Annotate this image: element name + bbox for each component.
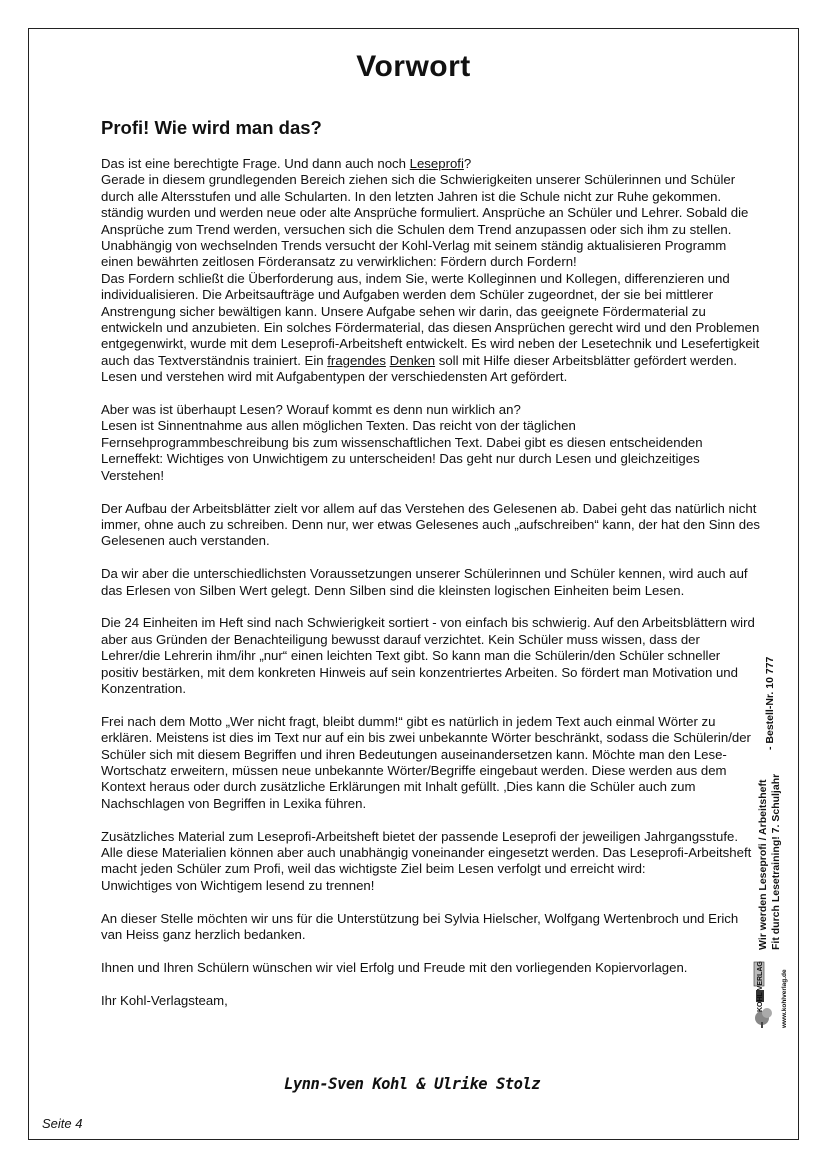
section-subtitle: Profi! Wie wird man das? xyxy=(101,117,322,138)
paragraph-dank: An dieser Stelle möchten wir uns für die Unterstützung bei Sylvia Hielscher, Wolfgang Wertenbroch und Erich van Heiss ganz herzlich bedanken. xyxy=(101,910,739,942)
page-number: Seite 4 xyxy=(42,1116,83,1131)
sidebar-title-line: Wir werden Leseprofi / Arbeitsheft xyxy=(757,779,769,950)
paragraph-silben: Da wir aber die unterschiedlichsten Voraussetzungen unserer Schülerinnen und Schüler kennen, wird auch auf das Erlesen von Silben Wert gelegt. Denn Silben sind die kleinsten logischen Einheiten beim Lesen. xyxy=(101,566,748,598)
body-text xyxy=(101,156,761,1018)
sidebar-subtitle-line: Fit durch Lesetraining! 7. Schuljahr xyxy=(770,773,782,950)
sidebar-order-number: - Bestell-Nr. 10 777 xyxy=(764,656,776,750)
underlined-denken: Denken xyxy=(389,352,436,368)
paragraph-material: Zusätzliches Material zum Leseprofi-Arbeitsheft bietet der passende Leseprofi der jeweiligen Jahrgangsstufe. Alle diese Materialien können aber auch unabhängig voneinander eingesetzt werden. Das Leseprofi-Arbeitsheft macht jeden Schüler zum Profi, weil das wichtigste Ziel beim Lesen verfolgt und erreicht wird: Unwichtiges von Wichtigem lesend zu trennen! xyxy=(101,828,752,893)
paragraph-aufbau: Der Aufbau der Arbeitsblätter zielt vor allem auf das Verstehen des Gelesenen ab. Dabei geht das natürlich nicht immer, ohne auch zu schreiben. Denn nur, wer etwas Gelesenes auch „aufschreiben“ kann, der hat den Sinn des Gelesenen auch verstanden. xyxy=(101,500,761,549)
publisher-url: www.kohlverlag.de xyxy=(781,969,788,1028)
paragraph-gruss: Ihr Kohl-Verlagsteam, xyxy=(101,992,228,1008)
underlined-leseprofi: Leseprofi xyxy=(409,156,464,171)
page-title: Vorwort xyxy=(356,50,471,83)
publisher-brand: KOHL VERLAG xyxy=(757,961,764,1012)
paragraph-motto: Frei nach dem Motto „Wer nicht fragt, bleibt dumm!“ gibt es natürlich in jedem Text auch einmal Wörter zu erklären. Meistens ist dies im Text nur auf ein bis zwei unbekannte Wörter beschränkt, sodass die Schülerin/der Schüler sich mit diesem Begriffen und ihren Bedeutungen auseinandersetzen kann. Möchte man den Lese-Wortschatz erweitern, müssen neue unbekannte Wörter/Begriffe eingebaut werden. Diese werden aus dem Kontext heraus oder durch zusätzliche Erklärungen mit Inhalt gefüllt. ‚Dies kann die Schüler auch zum Nachschlagen von Begriffen in Lexika führen. xyxy=(101,713,751,811)
signature: Lynn-Sven Kohl & Ulrike Stolz xyxy=(284,1075,541,1093)
paragraph-lesen: Aber was ist überhaupt Lesen? Worauf kommt es denn nun wirklich an? Lesen ist Sinnentnahme aus allen möglichen Texten. Das reicht von der täglichen Fernsehprogrammbeschreibung bis zum wissenschaftlichen Text. Dabei gibt es diesen entscheidenden Lerneffekt: Wichtiges von Unwichtigem zu unterscheiden! Das geht nur durch Lesen und gleichzeitiges Verstehen! xyxy=(101,402,703,483)
paragraph-wunsch: Ihnen und Ihren Schülern wünschen wir viel Erfolg und Freude mit den vorliegenden Kopiervorlagen. xyxy=(101,959,688,975)
paragraph-intro: Das ist eine berechtigte Frage. Und dann auch noch Leseprofi? Gerade in diesem grundlegenden Bereich ziehen sich die Schwierigkeiten unserer Schülerinnen und Schüler durch alle Altersstufen und alle Schularten. In den letzten Jahren ist die Schule nicht zur Ruhe gekommen. ständig wurden und werden neue oder alte Ansprüche formuliert. Ansprüche an Schüler und Lehrer. Sobald die Ansprüche zum Trend werden, versuchen sich die Schulen dem Trend anzupassen oder sich ihm zu stellen. Unabhängig von wechselnden Trends versucht der Kohl-Verlag mit seinem ständig aktualisieren Programm einen bewährten zeitlosen Förderansatz zu verwirklichen: Fördern durch Fordern! Das Fordern schließt die Überforderung aus, indem Sie, werte Kolleginnen und Kollegen, differenzieren und individualisieren. Die Arbeitsaufträge und Aufgaben werden dem Schüler zugeordnet, der sie bei mittlerer Anstrengung sicher bewältigen kann. Unsere Aufgabe sehen wir darin, das geeignete Fördermaterial zu entwickeln und anzubieten. Ein solches Fördermaterial, das diesen Ansprüchen gerecht wird und den Problemen entgegenwirkt, wurde mit dem Leseprofi-Arbeitsheft entwickelt. Es wird neben der Lesetechnik und Lesefertigkeit auch das Textverständnis trainiert. Ein fragendes Denken soll mit Hilfe dieser Arbeitsblätter gefördert werden. Lesen und verstehen wird mit Aufgabentypen der verschiedensten Art gefördert. xyxy=(101,156,760,385)
paragraph-einheiten: Die 24 Einheiten im Heft sind nach Schwierigkeit sortiert - von einfach bis schwierig. Auf den Arbeitsblättern wird aber aus Gründen der Benachteiligung bewusst darauf verzichtet. Kein Schüler muss wissen, dass der Lehrer/die Lehrerin ihm/ihr „nur“ einen leichten Text gibt. So kann man die Schülerin/den Schüler schneller positiv bestärken, mit dem konkreten Hinweis auf sein konzentriertes Arbeiten. So fördert man Motivation und Konzentration. xyxy=(101,615,755,696)
underlined-fragendes: fragendes xyxy=(327,352,386,368)
